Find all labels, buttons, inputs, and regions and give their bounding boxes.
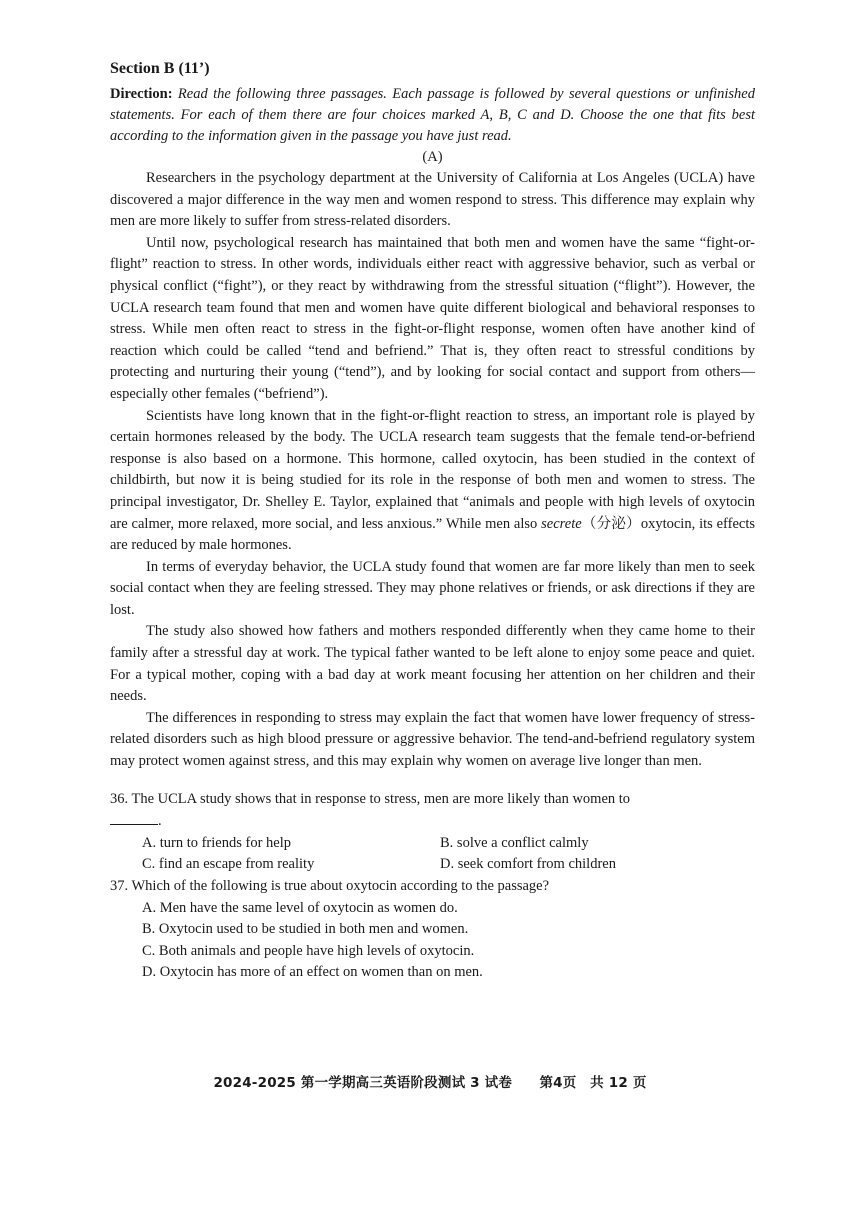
paragraph-5: The study also showed how fathers and mothers responded differently when they came home to their family after a stressful day at work. The typical father wanted to be left alone to enjoy some peace and quiet. For a typical mother, coping with a bad day at work meant focusing her attention on her children and their needs. bbox=[110, 623, 755, 705]
questions bbox=[110, 789, 755, 984]
section-title: Section B (11’) bbox=[110, 60, 210, 77]
paragraph-3-gloss: （分泌） bbox=[581, 515, 641, 532]
option-c[interactable]: C. find an escape from reality bbox=[142, 856, 315, 873]
direction-body: Read the following three passages. Each passage is followed by several questions or unfinished statements. For each of them there are four choices marked A, B, C and D. Choose the one that fits best according to the information given in the passage you have just read. bbox=[110, 86, 755, 144]
passage-label: (A) bbox=[422, 149, 443, 165]
paragraph-6: The differences in responding to stress may explain the fact that women have lower frequency of stress-related disorders such as high blood pressure or aggressive behavior. The tend-and-befriend regulatory system may protect women against stress, and this may explain why women on average live longer than men. bbox=[110, 709, 755, 770]
answer-blank bbox=[110, 810, 158, 825]
question-36 bbox=[110, 789, 755, 876]
question-36-stem: 36. The UCLA study shows that in response to stress, men are more likely than women to . bbox=[110, 790, 631, 830]
question-37-stem: 37. Which of the following is true about oxytocin according to the passage? bbox=[110, 878, 550, 894]
option-row bbox=[142, 854, 755, 876]
exam-page bbox=[110, 60, 755, 984]
paragraph-4: In terms of everyday behavior, the UCLA study found that women are far more likely than men to seek social contact when they are feeling stressed. They may phone relatives or friends, or ask directions if they are lost. bbox=[110, 558, 755, 618]
paragraph-2: Until now, psychological research has maintained that both men and women have the same “fight-or-flight” reaction to stress. In other words, individuals either react with aggressive behavior, such as verbal or physical conflict (“fight”), or they react by withdrawing from the stressful situation (“flight”). However, the UCLA research team found that men and women have quite different biological and behavioral responses to stress. While men often react to stress in the fight-or-flight response, women often have another kind of reaction which could be called “tend and befriend.” That is, they often react to stressful conditions by protecting and nurturing their young (“tend”), and by looking for social contact and support from others—especially other females (“befriend”). bbox=[110, 234, 755, 402]
paragraph-3 bbox=[110, 406, 755, 557]
option-d[interactable]: D. seek comfort from children bbox=[440, 856, 616, 873]
option-c[interactable]: C. Both animals and people have high levels of oxytocin. bbox=[142, 942, 475, 959]
paragraph-3-tail: oxytocin, its effects are reduced by male hormones. bbox=[110, 515, 755, 554]
option-row bbox=[142, 833, 755, 855]
paragraph-3-text: Scientists have long known that in the fight-or-flight reaction to stress, an important role is played by certain hormones released by the body. The UCLA research team suggests that the female tend-or-befriend response is also based on a hormone. This hormone, called oxytocin, has been studied in the context of childbirth, but now it is being studied for its role in the response of both men and women to stress. The principal investigator, Dr. Shelley E. Taylor, explained that “animals and people with high levels of oxytocin are calmer, more relaxed, more social, and less anxious.” While men also bbox=[110, 407, 755, 532]
question-36-options bbox=[110, 833, 755, 876]
question-37 bbox=[110, 876, 755, 984]
paragraph-1: Researchers in the psychology department at the University of California at Los Angeles (UCLA) have discovered a major difference in the way men and women respond to stress. This difference may explain why men are more likely to suffer from stress-related disorders. bbox=[110, 170, 755, 230]
direction-text bbox=[110, 84, 755, 147]
option-a[interactable]: A. turn to friends for help bbox=[142, 834, 291, 851]
option-d[interactable]: D. Oxytocin has more of an effect on women than on men. bbox=[142, 964, 483, 981]
paragraph-3-italic-word: secrete bbox=[541, 515, 582, 532]
option-b[interactable]: B. solve a conflict calmly bbox=[440, 834, 589, 851]
question-37-options bbox=[110, 898, 755, 984]
question-36-stem-text: 36. The UCLA study shows that in response to stress, men are more likely than women to bbox=[110, 790, 631, 807]
page-footer: 2024-2025 第一学期高三英语阶段测试 3 试卷 第4页 共 12 页 bbox=[213, 1075, 647, 1091]
option-b[interactable]: B. Oxytocin used to be studied in both men and women. bbox=[142, 921, 469, 938]
option-a[interactable]: A. Men have the same level of oxytocin as women do. bbox=[142, 899, 458, 916]
direction-label: Direction: bbox=[110, 86, 173, 102]
